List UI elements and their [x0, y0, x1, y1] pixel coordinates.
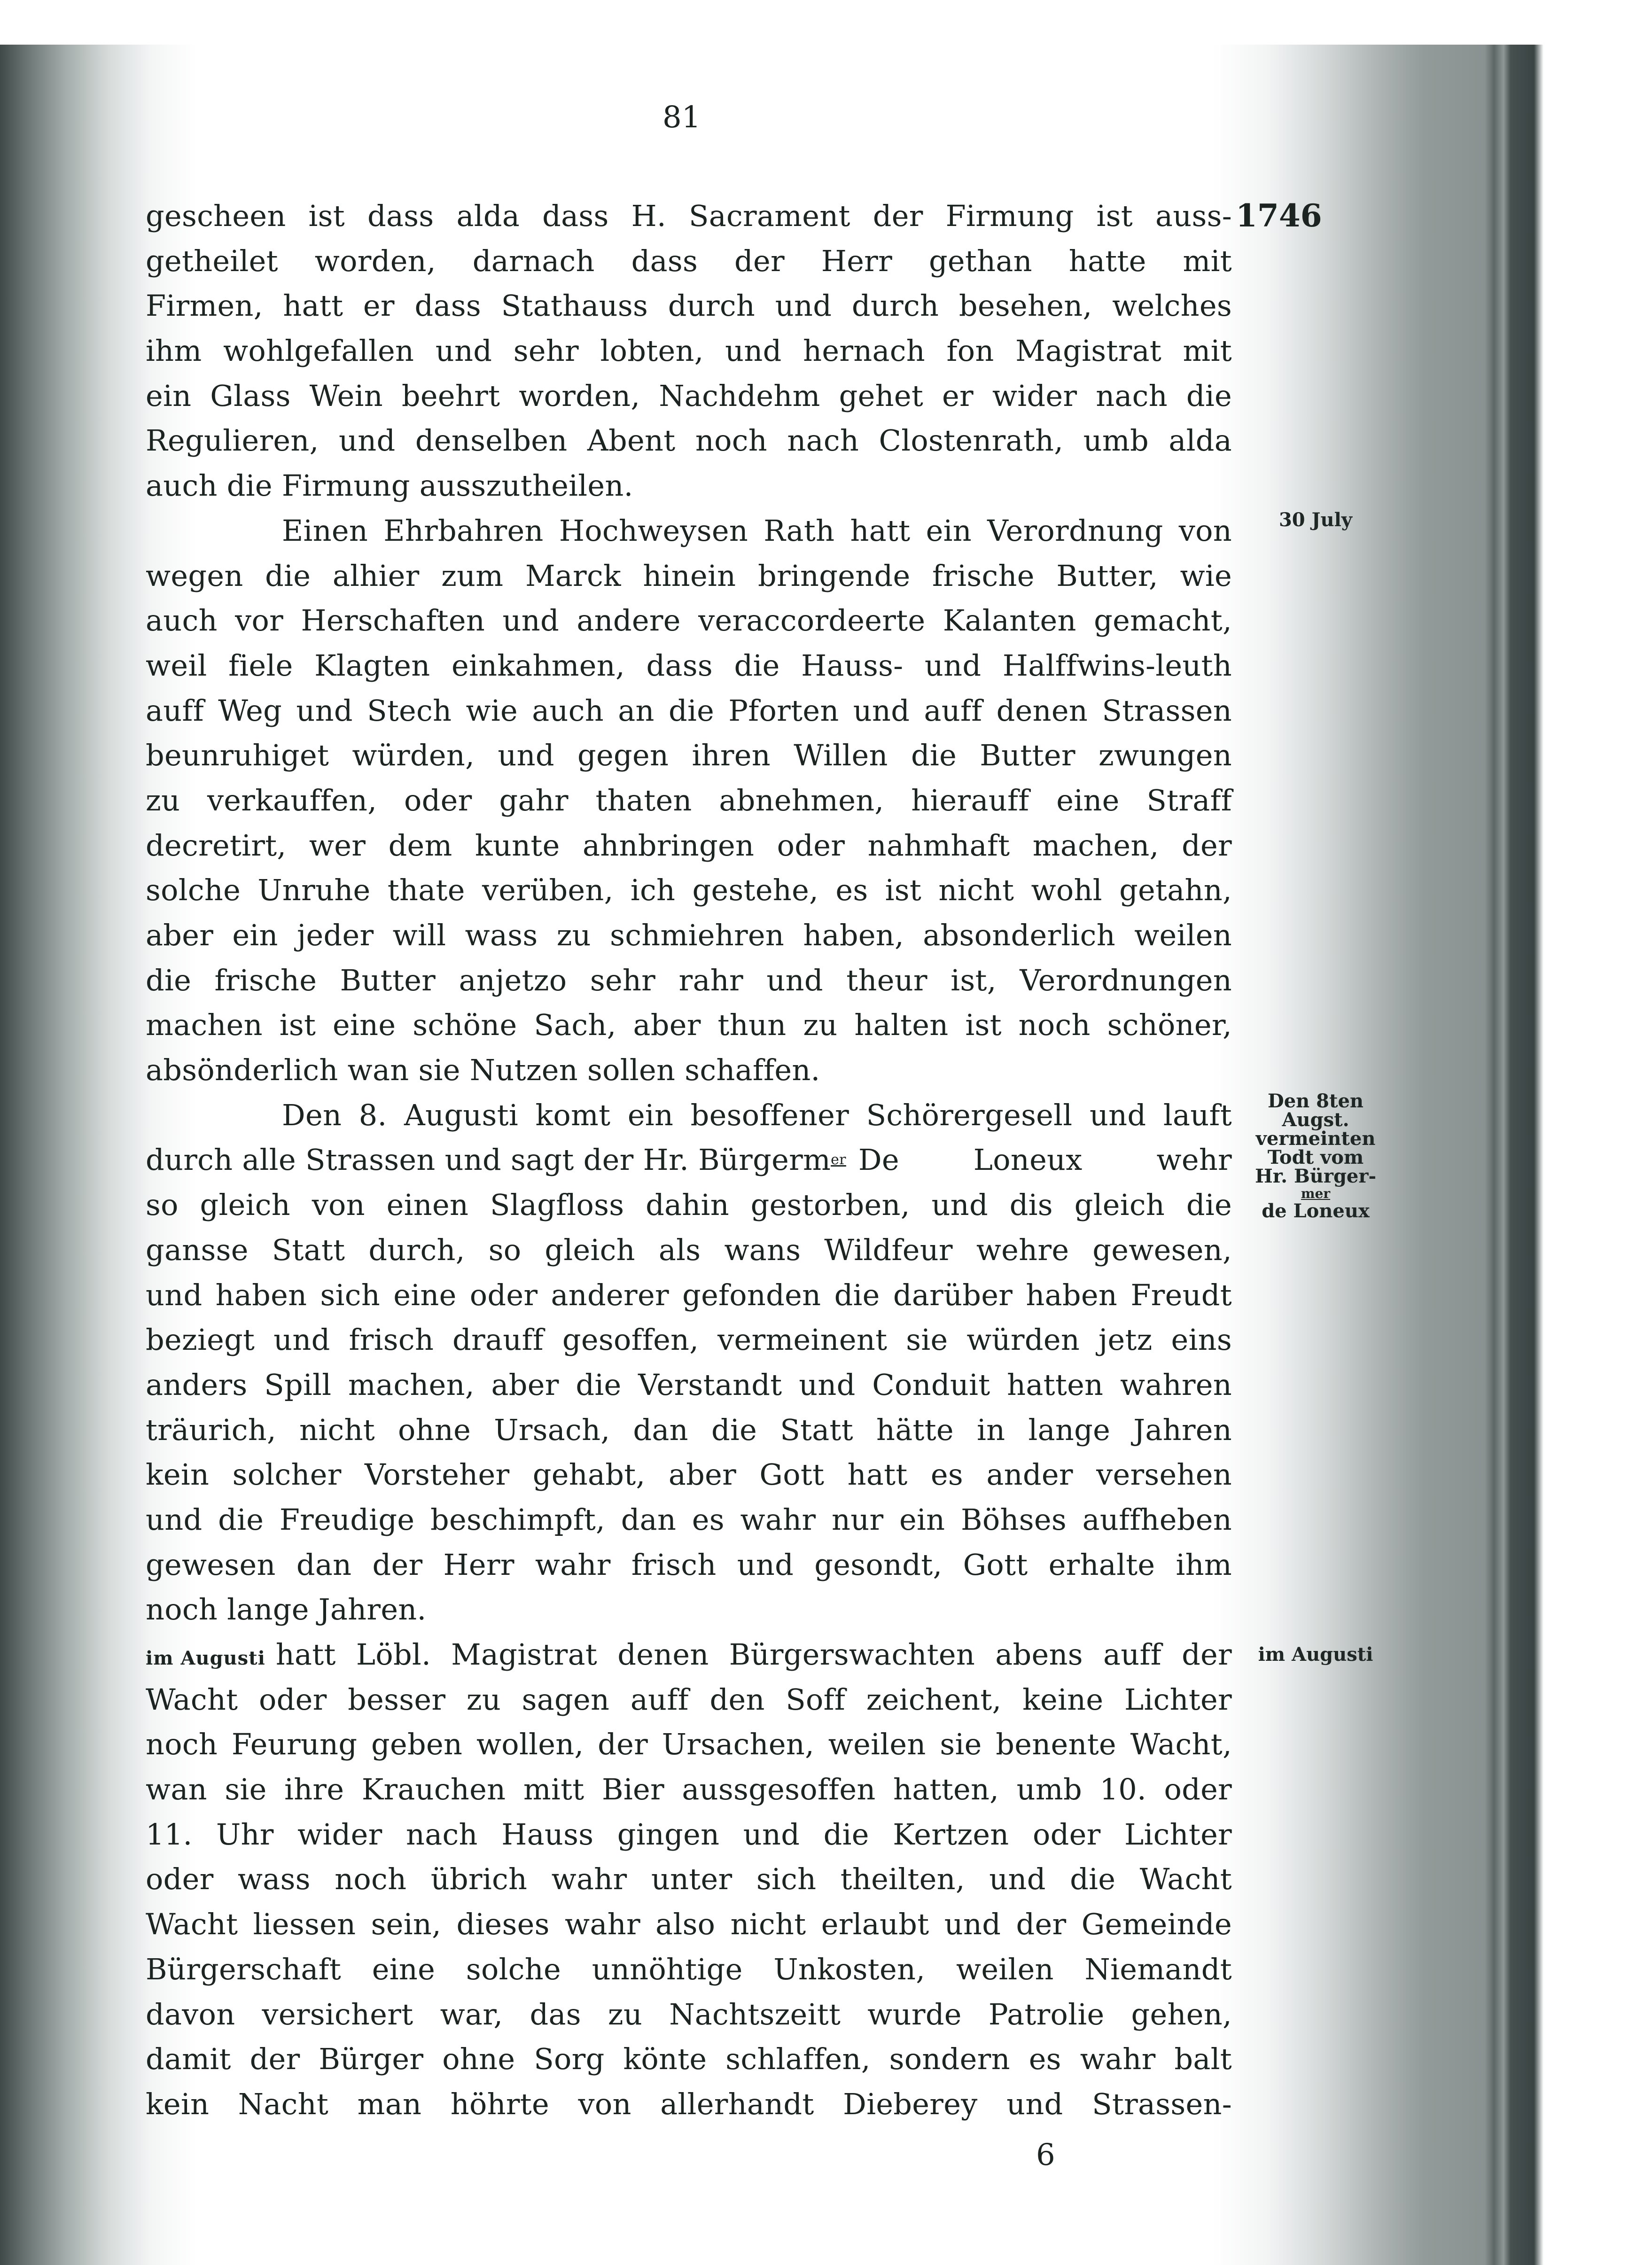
text-line: und haben sich eine oder anderer gefonden die darüber haben Freudt [146, 1277, 1232, 1312]
margin-note-line: Den 8ten [1268, 1090, 1364, 1112]
text-line: gewesen dan der Herr wahr frisch und gesondt, Gott erhalte ihm [146, 1547, 1232, 1582]
text-line: oder wass noch übrich wahr unter sich theilten, und die Wacht [146, 1862, 1232, 1897]
margin-note-line: 30 July [1278, 509, 1353, 531]
margin-note-line: de Loneux [1262, 1200, 1370, 1222]
margin-note-line: Augst. [1282, 1109, 1349, 1131]
margin-note-line: Hr. Bürger- [1255, 1165, 1377, 1187]
text-line: Wacht liessen sein, dieses wahr also nicht erlaubt und der Gemeinde [146, 1907, 1232, 1942]
text-line: beunruhiget würden, und gegen ihren Willen die Butter zwungen [146, 738, 1232, 773]
margin-note-line: mer [1301, 1186, 1331, 1201]
margin-note-july [1243, 510, 1388, 530]
margin-note-augusti [1243, 1644, 1388, 1665]
text-fragment: hatt Löbl. Magistrat denen Bürgerswachten abens auff der [275, 1637, 1232, 1672]
text-line: gansse Statt durch, so gleich als wans Wildfeur wehre gewesen, [146, 1232, 1232, 1267]
text-line: träurich, nicht ohne Ursach, dan die Statt hätte in lange Jahren [146, 1412, 1232, 1447]
text-line: auff Weg und Stech wie auch an die Pforten und auff denen Strassen [146, 693, 1232, 728]
text-line: zu verkauffen, oder gahr thaten abnehmen, hierauff eine Straff [146, 783, 1232, 817]
superscript: er [831, 1152, 846, 1168]
text-line: 11. Uhr wider nach Hauss gingen und die Kertzen oder Lichter [146, 1817, 1232, 1852]
text-line: ein Glass Wein beehrt worden, Nachdehm gehet er wider nach die [146, 378, 1232, 413]
text-line: weil fiele Klagten einkahmen, dass die Hauss- und Halffwins-leuth [146, 648, 1232, 683]
paragraph-start: Einen Ehrbahren Hochweysen Rath hatt ein Verordnung von [282, 513, 1232, 548]
text-line: auch vor Herschaften und andere veraccordeerte Kalanten gemacht, [146, 603, 1232, 638]
text-line: Regulieren, und denselben Abent noch nach Clostenrath, umb alda [146, 423, 1232, 458]
margin-note-line: vermeinten [1255, 1128, 1376, 1150]
inline-date-label: im Augusti [146, 1647, 265, 1669]
text-line: beziegt und frisch drauff gesoffen, vermeinent sie würden jetz eins [146, 1323, 1232, 1357]
text-line: wan sie ihre Krauchen mitt Bier aussgesoffen hatten, umb 10. oder [146, 1772, 1232, 1807]
page-number: 81 [662, 100, 701, 135]
text-fragment: durch alle Strassen und sagt der Hr. Bürgerm [146, 1143, 831, 1177]
text-line: wegen die alhier zum Marck hinein bringende frische Butter, wie [146, 558, 1232, 593]
margin-note-line: im Augusti [1258, 1643, 1373, 1666]
text-line [146, 1137, 1232, 1183]
text-line: auch die Firmung ausszutheilen. [146, 468, 633, 503]
year-marker: 1746 [1236, 197, 1322, 234]
text-line: machen ist eine schöne Sach, aber thun zu halten ist noch schöner, [146, 1008, 1232, 1043]
text-line: kein Nacht man höhrte von allerhandt Dieberey und Strassen- [146, 2086, 1232, 2121]
text-line: davon versichert war, das zu Nachtszeitt wurde Patrolie gehen, [146, 1997, 1232, 2031]
text-line: und die Freudige beschimpft, dan es wahr nur ein Böhses auffheben [146, 1502, 1232, 1537]
text-line: solche Unruhe thate verüben, ich gestehe, es ist nicht wohl getahn, [146, 873, 1232, 908]
text-line: Wacht oder besser zu sagen auff den Soff zeichent, keine Lichter [146, 1682, 1232, 1717]
text-line: absönderlich wan sie Nutzen sollen schaffen. [146, 1053, 820, 1088]
text-fragment: De Loneux wehr [858, 1143, 1232, 1177]
text-line [146, 1632, 1232, 1677]
text-line: getheilet worden, darnach dass der Herr gethan hatte mit [146, 243, 1232, 278]
text-line: Bürgerschaft eine solche unnöhtige Unkosten, weilen Niemandt [146, 1952, 1232, 1986]
text-line: Firmen, hatt er dass Stathauss durch und durch besehen, welches [146, 288, 1232, 323]
text-line: decretirt, wer dem kunte ahnbringen oder nahmhaft machen, der [146, 828, 1232, 863]
text-line: aber ein jeder will wass zu schmiehren haben, absonderlich weilen [146, 918, 1232, 952]
text-line: so gleich von einen Slagfloss dahin gestorben, und dis gleich die [146, 1188, 1232, 1222]
text-line: gescheen ist dass alda dass H. Sacrament der Firmung ist auss- [146, 199, 1232, 233]
text-line: noch lange Jahren. [146, 1592, 427, 1627]
body-text [146, 194, 1232, 2127]
text-line: kein solcher Vorsteher gehabt, aber Gott hatt es ander versehen [146, 1457, 1232, 1492]
paragraph-start: Den 8. Augusti komt ein besoffener Schörergesell und lauft [282, 1097, 1232, 1132]
text-line: damit der Bürger ohne Sorg könte schlaffen, sondern es wahr balt [146, 2042, 1232, 2077]
margin-note-august8 [1243, 1091, 1388, 1222]
text-line: anders Spill machen, aber die Verstandt und Conduit hatten wahren [146, 1367, 1232, 1402]
text-line: die frische Butter anjetzo sehr rahr und theur ist, Verordnungen [146, 963, 1232, 997]
margin-note-line: Todt vom [1267, 1146, 1364, 1168]
text-line: ihm wohlgefallen und sehr lobten, und hernach fon Magistrat mit [146, 334, 1232, 368]
text-line: noch Feurung geben wollen, der Ursachen, weilen sie benente Wacht, [146, 1727, 1232, 1762]
signature-mark: 6 [1036, 2138, 1055, 2172]
